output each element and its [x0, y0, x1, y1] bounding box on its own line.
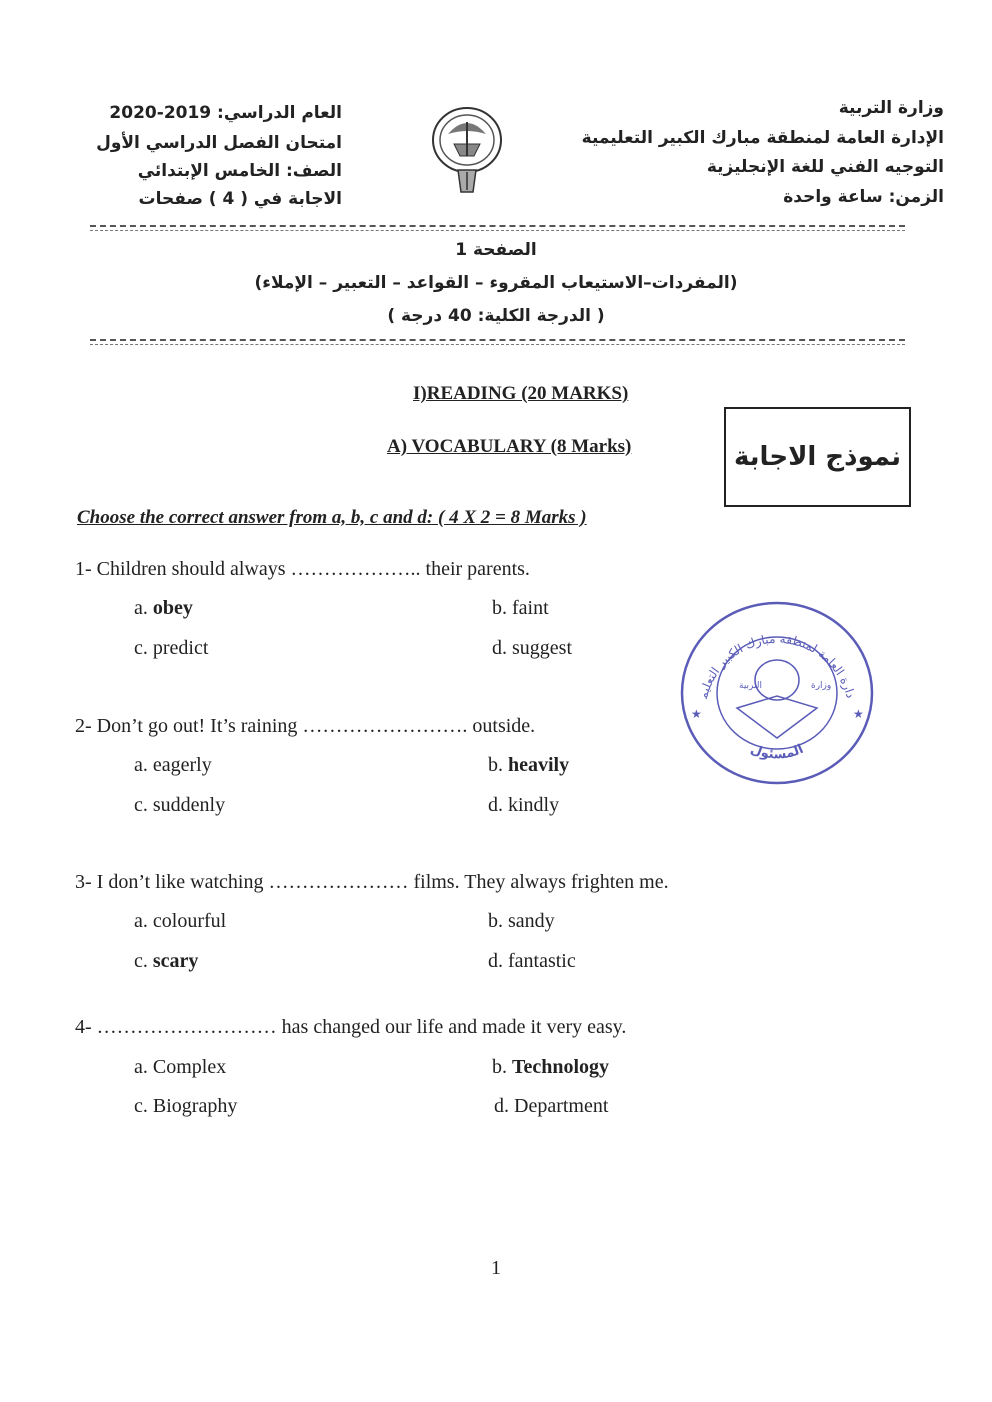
- question-3-option-b: b. sandy: [488, 910, 555, 932]
- question-3-option-c: c. scary: [134, 950, 199, 972]
- question-4: 4- ……………………… has changed our life and made it very easy.: [75, 1016, 627, 1038]
- header-divider-top-2: [90, 230, 905, 231]
- stamp-inner-right: وزارة: [811, 681, 832, 691]
- question-3: 3- I don’t like watching ………………… films. They always frighten me.: [75, 871, 669, 893]
- svg-text:★: ★: [691, 707, 702, 721]
- directorate-name: الإدارة العامة لمنطقة مبارك الكبير التعليمية: [581, 128, 944, 148]
- question-3-option-a: a. colourful: [134, 910, 227, 932]
- question-1-option-a: a. obey: [134, 597, 193, 619]
- grade-level: الصف: الخامس الإبتدائي: [137, 161, 342, 181]
- academic-year: العام الدراسي: 2019-2020: [109, 103, 342, 123]
- answer-key-label: نموذج الاجابة: [734, 442, 901, 472]
- question-1: 1- Children should always ……………….. their parents.: [75, 558, 530, 580]
- header-divider-bottom: [90, 339, 905, 341]
- official-stamp-icon: [677, 598, 877, 788]
- question-2: 2- Don’t go out! It’s raining ……………………. outside.: [75, 715, 536, 737]
- svg-text:المسئول: [748, 742, 806, 763]
- question-4-option-d: d. Department: [494, 1095, 609, 1117]
- exam-term: امتحان الفصل الدراسي الأول: [96, 133, 342, 153]
- question-4-option-a: a. Complex: [134, 1056, 227, 1078]
- ministry-name: وزارة التربية: [838, 98, 944, 118]
- question-2-option-a: a. eagerly: [134, 754, 212, 776]
- header-divider-top: [90, 225, 905, 227]
- question-1-option-b: b. faint: [492, 597, 549, 619]
- answer-pages: الاجابة في ( 4 ) صفحات: [138, 189, 342, 209]
- page-number: 1: [491, 1257, 501, 1279]
- question-4-option-c: c. Biography: [134, 1095, 238, 1117]
- supervision-name: التوجيه الفني للغة الإنجليزية: [706, 157, 944, 177]
- question-4-option-b: b. Technology: [492, 1056, 610, 1078]
- total-marks: ( الدرجة الكلية: 40 درجة ): [387, 306, 605, 326]
- question-2-option-d: d. kindly: [488, 794, 560, 816]
- instruction: Choose the correct answer from a, b, c and d: ( 4 X 2 = 8 Marks ): [77, 507, 587, 528]
- stamp-bottom-text: المسئول: [748, 741, 806, 763]
- answer-key-box: [724, 407, 911, 507]
- question-2-option-c: c. suddenly: [134, 794, 226, 816]
- question-2-option-b: b. heavily: [488, 754, 570, 776]
- subsection-title: A) VOCABULARY (8 Marks): [387, 436, 632, 457]
- exam-duration: الزمن: ساعة واحدة: [783, 187, 944, 207]
- page-label: الصفحة 1: [455, 240, 537, 260]
- stamp-inner-left: التربية: [739, 681, 762, 691]
- stamp-ring-text: دارة العامة لمنطقة مبارك الكبير التعليم: [696, 631, 858, 700]
- kuwait-emblem-icon: [428, 104, 506, 196]
- header-divider-bottom-2: [90, 344, 905, 345]
- svg-text:★: ★: [853, 707, 864, 721]
- question-1-option-d: d. suggest: [492, 637, 572, 659]
- exam-sections: (المفردات–الاستيعاب المقروء – القواعد – التعبير – الإملاء): [254, 273, 738, 293]
- section-title: I)READING (20 MARKS): [413, 383, 629, 404]
- question-3-option-d: d. fantastic: [488, 950, 576, 972]
- question-1-option-c: c. predict: [134, 637, 209, 659]
